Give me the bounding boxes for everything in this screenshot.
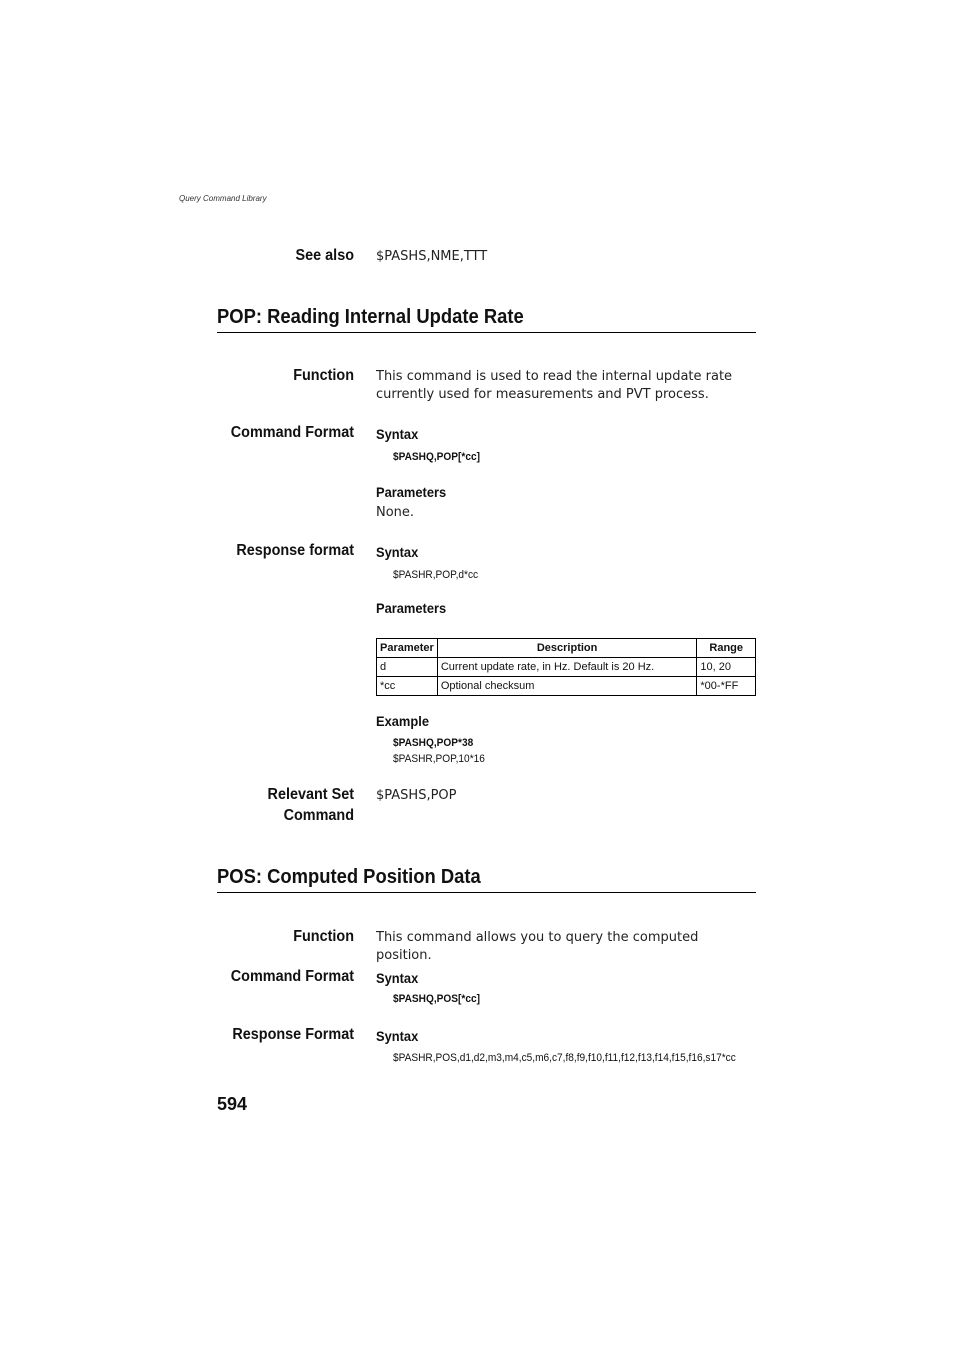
pop-relevant-label-line2: Command bbox=[283, 807, 354, 824]
pop-cmd-syntax: $PASHQ,POP[*cc] bbox=[393, 451, 480, 463]
see-also-value: $PASHS,NME,TTT bbox=[376, 249, 488, 264]
pop-resp-params-label: Parameters bbox=[376, 600, 447, 616]
pos-section-title bbox=[217, 865, 756, 893]
pop-resp-syntax: $PASHR,POP,d*cc bbox=[393, 569, 479, 581]
pop-function-text: This command is used to read the internal update rate currently used for measurements and PVT process. bbox=[376, 369, 733, 402]
pop-section-title bbox=[217, 305, 756, 333]
pos-resp-syntax: $PASHR,POS,d1,d2,m3,m4,c5,m6,c7,f8,f9,f10,f11,f12,f13,f14,f15,f16,s17*cc bbox=[393, 1052, 736, 1064]
pop-example-query: $PASHQ,POP*38 bbox=[393, 737, 474, 749]
table-header-row bbox=[377, 639, 756, 658]
running-head: Query Command Library bbox=[179, 194, 267, 203]
pos-function-text: This command allows you to query the computed position. bbox=[376, 930, 699, 963]
table-cell: Current update rate, in Hz. Default is 20 Hz. bbox=[437, 658, 697, 677]
pop-command-format-label: Command Format bbox=[230, 424, 354, 441]
pop-relevant-label-line1: Relevant Set bbox=[267, 786, 354, 803]
see-also-label: See also bbox=[295, 247, 354, 264]
pop-cmd-params-label: Parameters bbox=[376, 484, 447, 500]
table-row bbox=[377, 658, 756, 677]
pop-parameters-table bbox=[376, 638, 756, 696]
pop-example-label: Example bbox=[376, 713, 429, 729]
pos-command-format-label: Command Format bbox=[230, 968, 354, 985]
pop-example-response: $PASHR,POP,10*16 bbox=[393, 753, 485, 765]
table-header-description: Description bbox=[437, 639, 697, 658]
pop-cmd-syntax-label: Syntax bbox=[376, 426, 419, 442]
table-cell: 10, 20 bbox=[697, 658, 756, 677]
table-header-parameter: Parameter bbox=[377, 639, 438, 658]
pos-response-format-label: Response Format bbox=[232, 1026, 354, 1043]
pop-relevant-value: $PASHS,POP bbox=[376, 788, 457, 803]
pos-resp-syntax-label: Syntax bbox=[376, 1028, 419, 1044]
table-cell: Optional checksum bbox=[437, 677, 697, 696]
table-header-range: Range bbox=[697, 639, 756, 658]
table-cell: *cc bbox=[377, 677, 438, 696]
table-cell: *00-*FF bbox=[697, 677, 756, 696]
pop-cmd-params-value: None. bbox=[376, 505, 415, 520]
page-number: 594 bbox=[217, 1094, 248, 1114]
pos-title-text: POS: Computed Position Data bbox=[217, 866, 481, 888]
pop-function-label: Function bbox=[293, 367, 354, 384]
pos-cmd-syntax: $PASHQ,POS[*cc] bbox=[393, 993, 480, 1005]
pos-cmd-syntax-label: Syntax bbox=[376, 970, 419, 986]
pop-response-format-label: Response format bbox=[236, 542, 354, 559]
pop-resp-syntax-label: Syntax bbox=[376, 544, 419, 560]
pop-title-text: POP: Reading Internal Update Rate bbox=[217, 306, 524, 328]
table-cell: d bbox=[377, 658, 438, 677]
pos-function-label: Function bbox=[293, 928, 354, 945]
table-row bbox=[377, 677, 756, 696]
